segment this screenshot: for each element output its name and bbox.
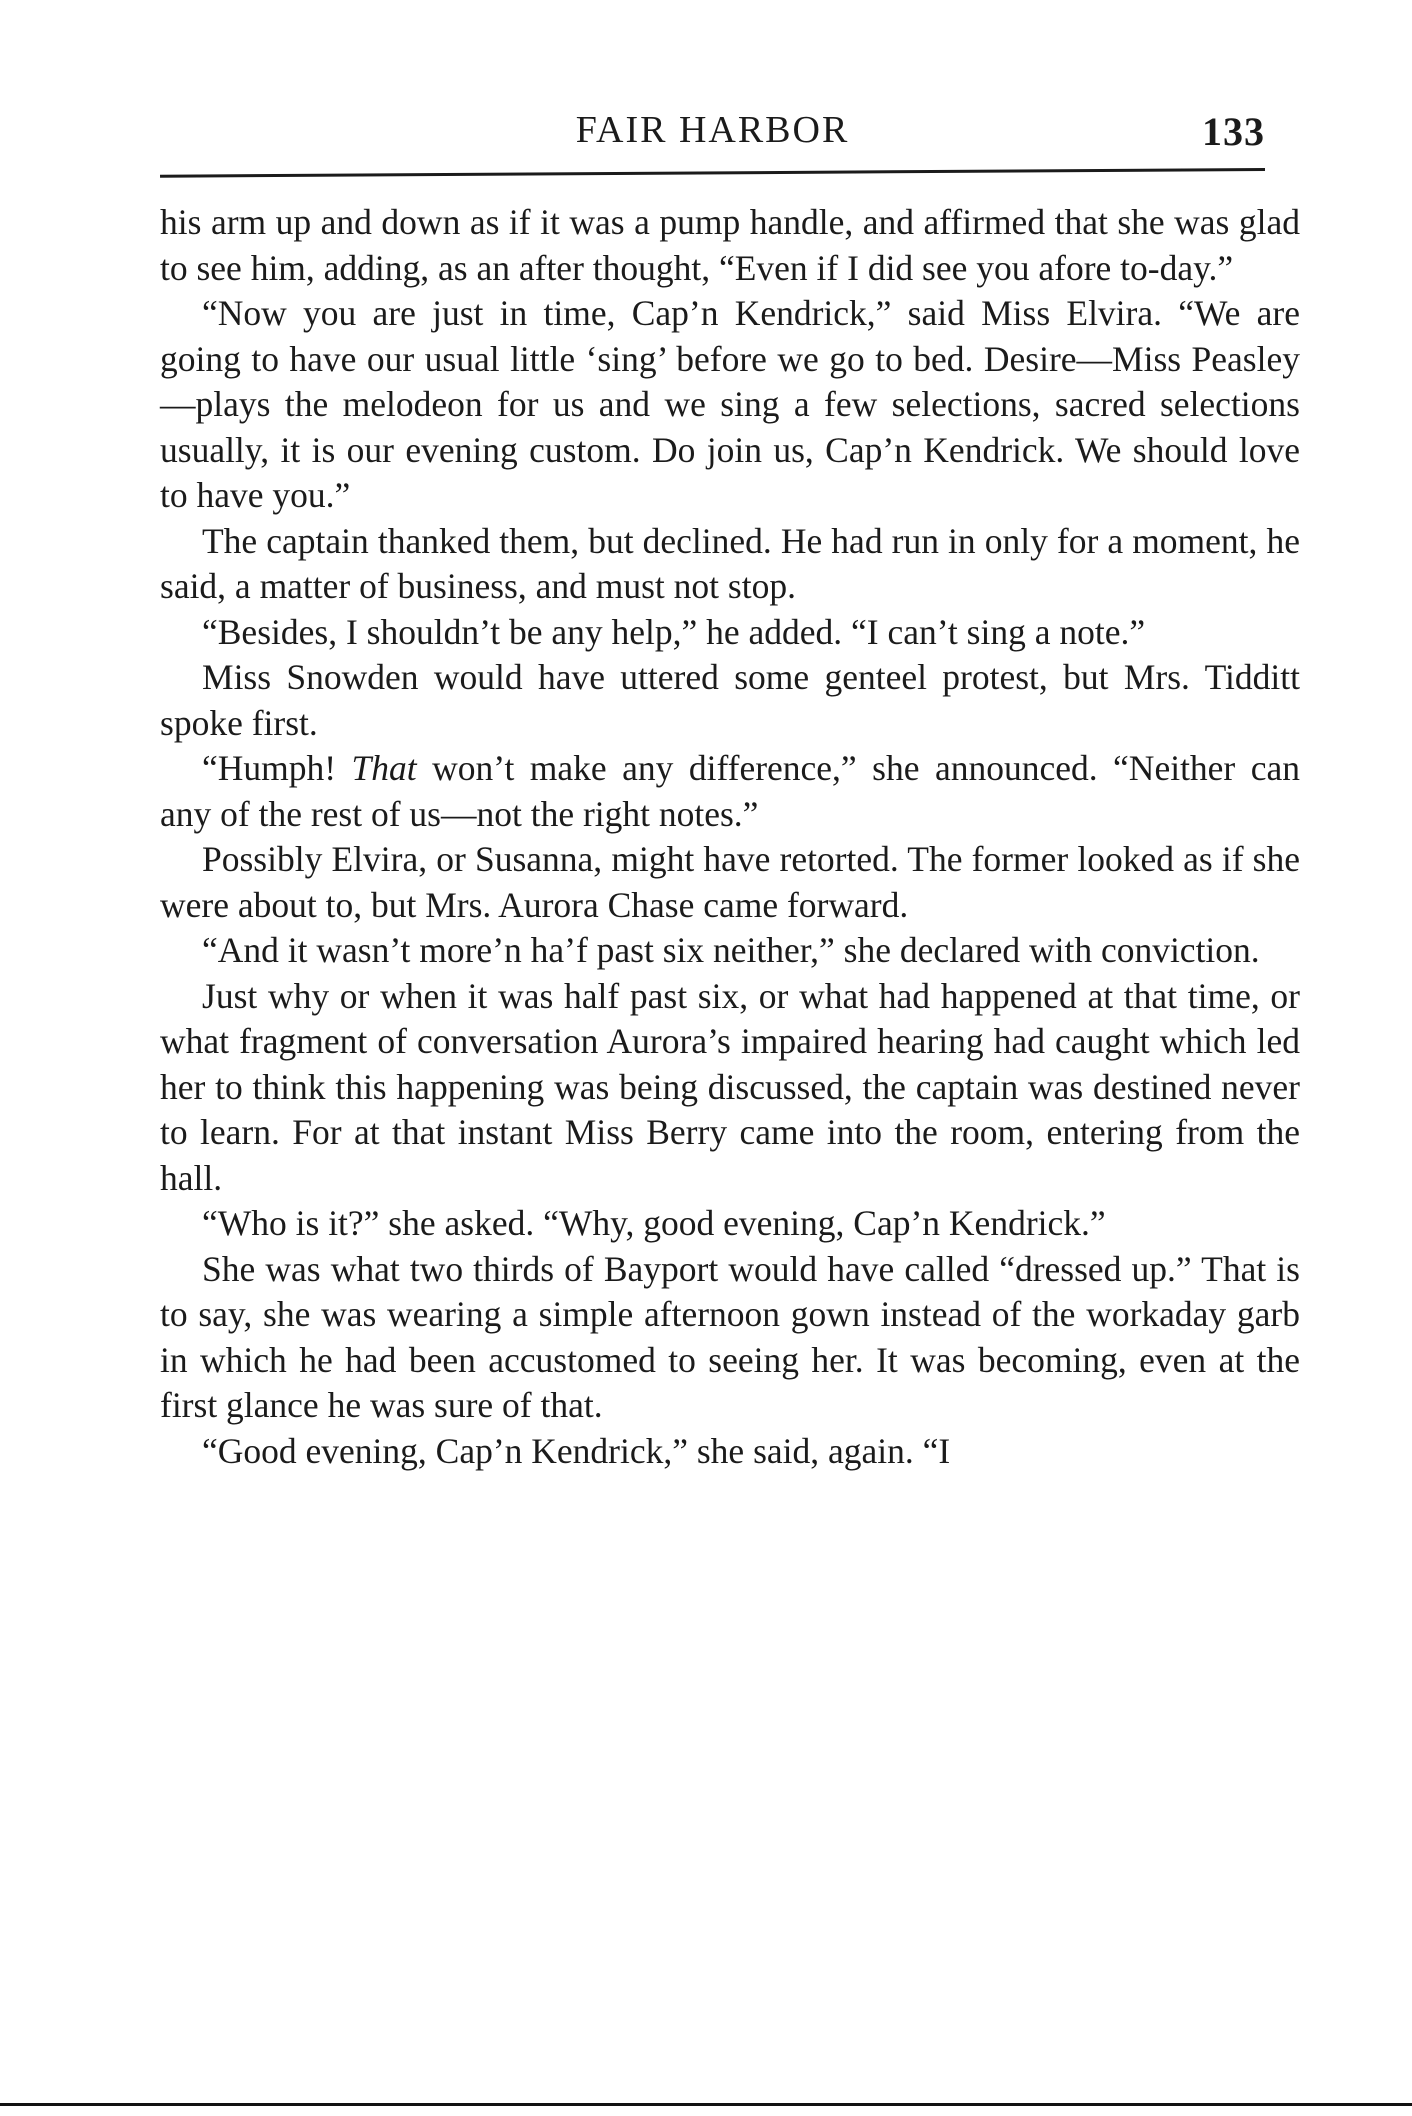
- paragraph: Miss Snowden would have uttered some genteel protest, but Mrs. Tidditt spoke first.: [160, 657, 1300, 743]
- paragraph: [160, 746, 1300, 837]
- paragraph-continuation: his arm up and down as if it was a pump handle, and affirmed that she was glad to see him, adding, as an after thought, “Even if I did see you afore to-day.”: [160, 202, 1300, 288]
- paragraph: Possibly Elvira, or Susanna, might have retorted. The former looked as if she were about to, but Mrs. Aurora Chase came forward.: [160, 839, 1300, 925]
- paragraph-text: won’t make any difference,” she announced. “Neither can any of the rest of us—not the right notes.”: [160, 748, 1300, 834]
- paragraph: “And it wasn’t more’n ha’f past six neither,” she declared with conviction.: [202, 930, 1260, 970]
- paragraph-text: “Humph!: [202, 748, 352, 788]
- body-text: [160, 200, 1300, 1474]
- paragraph: She was what two thirds of Bayport would have called “dressed up.” That is to say, she was wearing a simple afternoon gown instead of the workaday garb in which he had been accustomed to seeing her. It was becoming, even at the first glance he was sure of that.: [160, 1248, 1300, 1425]
- running-title: FAIR HARBOR: [575, 109, 850, 151]
- paragraph: “Good evening, Cap’n Kendrick,” she said, again. “I: [202, 1430, 951, 1471]
- page-header: [160, 108, 1265, 168]
- paragraph: “Who is it?” she asked. “Why, good evening, Cap’n Kendrick.”: [202, 1203, 1106, 1243]
- header-rule: [160, 168, 1265, 178]
- paragraph: “Now you are just in time, Cap’n Kendrick,” said Miss Elvira. “We are going to have our usual little ‘sing’ before we go to bed. Desire—Miss Peasley—plays the melodeon for us and we sing a few selections, sacred selections usually, it is our evening custom. Do join us, Cap’n Kendrick. We should love to have you.”: [160, 293, 1300, 515]
- paragraph: Just why or when it was half past six, or what had happened at that time, or what fragment of conversation Aurora’s impaired hearing had caught which led her to think this happening was being discussed, the captain was destined never to learn. For at that instant Miss Berry came into the room, entering from the hall.: [160, 975, 1300, 1198]
- paragraph: “Besides, I shouldn’t be any help,” he added. “I can’t sing a note.”: [202, 611, 1146, 652]
- paragraph: The captain thanked them, but declined. He had run in only for a moment, he said, a matter of business, and must not stop.: [160, 520, 1300, 606]
- page-bottom-edge: [0, 2103, 1412, 2106]
- emphasized-word: That: [351, 748, 417, 788]
- page-number: 133: [1202, 109, 1265, 154]
